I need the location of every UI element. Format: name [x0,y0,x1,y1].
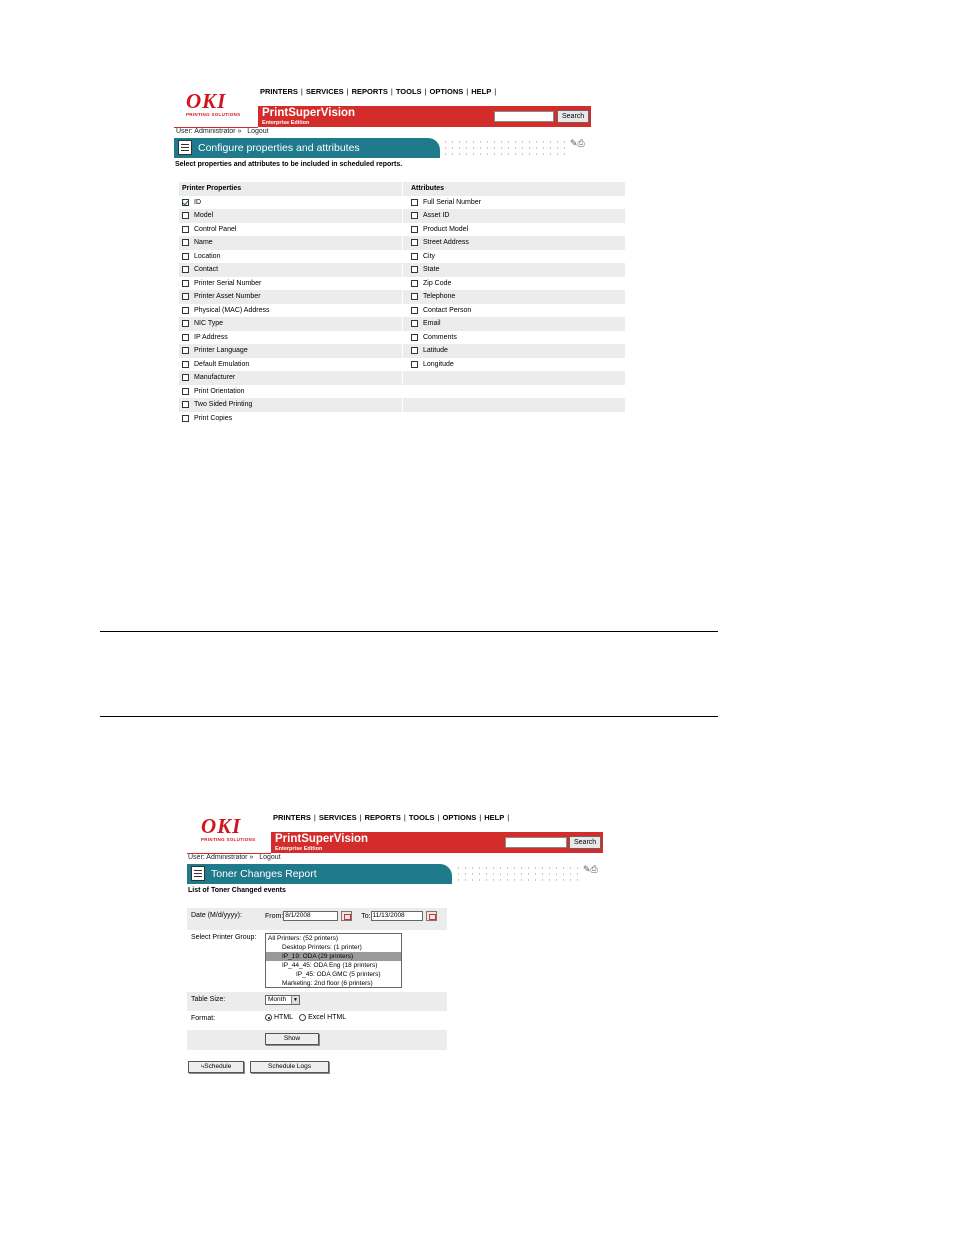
screenshot-configure-properties [174,83,626,425]
property-label: NIC Type [194,320,224,328]
property-checkbox[interactable] [182,212,189,219]
table-size-select[interactable]: Month ▼ [265,995,300,1005]
format-excel-label: Excel HTML [308,1014,347,1021]
property-option[interactable] [179,317,402,331]
property-option[interactable] [179,398,402,412]
page-title-bar [174,138,440,158]
show-row [187,1030,447,1050]
printer-group-option[interactable]: IP_19: ODA (29 printers) [266,952,401,961]
show-button[interactable]: Show [265,1033,319,1045]
schedule-logs-button[interactable]: Schedule Logs [250,1061,329,1073]
attribute-label: City [423,252,436,260]
to-date-input[interactable]: 11/13/2008 [371,911,423,921]
property-checkbox[interactable] [182,280,189,287]
to-label: To: [361,912,371,920]
table-row [179,223,625,237]
product-header-bar [271,832,603,853]
attribute-label: Comments [423,333,457,341]
format-html-radio[interactable] [265,1014,272,1021]
table-row [179,209,625,223]
column-attributes: Attributes [402,182,625,196]
table-row [179,317,625,331]
table-row [179,250,625,264]
search-input[interactable] [494,111,554,122]
attribute-checkbox[interactable] [411,212,418,219]
printer-group-row [187,930,447,992]
table-row [179,290,625,304]
attribute-option[interactable] [402,196,625,210]
property-option[interactable] [179,236,402,250]
attribute-label: Street Address [423,239,469,247]
user-name: User: Administrator » [188,854,254,861]
property-checkbox[interactable] [182,253,189,260]
page-title: Toner Changes Report [211,868,317,880]
property-checkbox[interactable] [182,239,189,246]
property-label: Default Emulation [194,360,250,368]
top-nav: PRINTERS | SERVICES | REPORTS | TOOLS | OPTIONS | HELP | [260,87,497,96]
attribute-label: State [423,266,440,274]
table-row [179,196,625,210]
property-checkbox[interactable] [182,307,189,314]
property-checkbox[interactable] [182,415,189,422]
column-printer-properties: Printer Properties [182,185,242,193]
logout-link[interactable]: Logout [259,854,281,861]
attribute-checkbox[interactable] [411,320,418,327]
attribute-label: Email [423,320,441,328]
attribute-option[interactable] [402,344,625,358]
edit-print-icons[interactable]: ✎⎙ [570,138,585,148]
search-button[interactable]: Search [557,110,589,123]
product-header-bar [258,106,591,127]
format-excel-radio[interactable] [299,1014,306,1021]
table-row [179,358,625,372]
product-name: PrintSuperVision [275,833,369,845]
table-row [179,304,625,318]
page-title-bar [187,864,452,884]
property-option[interactable] [179,304,402,318]
nav-reports[interactable]: REPORTS [351,87,388,96]
property-option[interactable] [179,250,402,264]
logout-link[interactable]: Logout [247,128,269,135]
property-checkbox[interactable] [182,293,189,300]
attribute-checkbox[interactable] [411,361,418,368]
attribute-checkbox[interactable] [411,280,418,287]
property-label: IP Address [194,333,228,341]
property-option[interactable] [179,263,402,277]
attribute-checkbox[interactable] [411,226,418,233]
property-checkbox[interactable] [182,320,189,327]
attribute-option[interactable] [402,331,625,345]
property-checkbox[interactable] [182,401,189,408]
dotted-decoration [455,865,583,883]
nav-tools[interactable]: TOOLS [395,87,422,96]
top-nav: PRINTERS | SERVICES | REPORTS | TOOLS | OPTIONS | HELP | [273,813,510,822]
table-row [179,385,625,399]
format-label: Format: [191,1015,216,1022]
attribute-option[interactable] [402,236,625,250]
page-rule-top [100,631,718,632]
table-row [179,263,625,277]
attribute-option[interactable] [402,263,625,277]
property-checkbox[interactable] [182,374,189,381]
table-row [179,398,625,412]
property-checkbox[interactable] [182,266,189,273]
attribute-label: Full Serial Number [423,198,481,206]
property-option[interactable] [179,412,402,426]
nav-services[interactable]: SERVICES [318,813,357,822]
attribute-checkbox[interactable] [411,253,418,260]
property-label: Two Sided Printing [194,401,253,409]
property-label: Contact [194,266,219,274]
page-subtitle: List of Toner Changed events [188,887,286,894]
printer-group-label: Select Printer Group: [191,934,257,941]
property-label: Manufacturer [194,374,236,382]
product-name: PrintSuperVision [262,107,356,119]
attribute-option[interactable] [402,304,625,318]
report-form [187,908,447,1050]
attribute-checkbox[interactable] [411,239,418,246]
property-option[interactable] [179,344,402,358]
table-row [179,331,625,345]
property-checkbox[interactable] [182,388,189,395]
property-option[interactable] [179,385,402,399]
table-size-label: Table Size: [191,996,226,1003]
dotted-decoration [442,139,570,157]
report-config-icon [178,140,192,155]
report-icon [191,866,205,881]
user-name: User: Administrator » [176,128,242,135]
attribute-option[interactable] [402,250,625,264]
properties-table [179,182,625,425]
nav-printers[interactable]: PRINTERS [260,87,298,96]
to-calendar-icon[interactable] [426,911,437,921]
property-checkbox[interactable] [182,199,189,206]
property-label: Physical (MAC) Address [194,306,270,314]
attribute-label: Zip Code [423,279,452,287]
schedule-button[interactable]: ⤷Schedule [188,1061,244,1073]
attribute-option[interactable] [402,358,625,372]
attribute-label: Asset ID [423,212,450,220]
search-input[interactable] [505,837,567,848]
printer-group-option[interactable]: IP_44_45: ODA Eng (18 printers) [282,962,378,969]
property-option[interactable] [179,209,402,223]
property-checkbox[interactable] [182,361,189,368]
table-header [179,182,625,196]
nav-tools[interactable]: TOOLS [408,813,435,822]
attribute-label: Latitude [423,347,448,355]
oki-logo: OKI PRINTING SOLUTIONS [201,814,256,842]
printer-group-option[interactable]: All Printers: (52 printers) [268,935,339,942]
property-label: Printer Language [194,347,248,355]
property-label: Location [194,252,221,260]
property-checkbox[interactable] [182,334,189,341]
edit-print-icons[interactable]: ✎⎙ [583,864,598,874]
from-date-input[interactable]: 8/1/2008 [283,911,338,921]
from-calendar-icon[interactable] [341,911,352,921]
attribute-checkbox[interactable] [411,266,418,273]
table-size-row [187,992,447,1011]
property-option[interactable] [179,196,402,210]
nav-help[interactable]: HELP [471,87,492,96]
attribute-option[interactable] [402,317,625,331]
property-label: Model [194,212,214,220]
screenshot-toner-report [187,810,605,1078]
printer-group-option[interactable]: Desktop Printers: (1 printer) [282,944,362,951]
date-row [187,908,447,930]
from-label: From: [265,912,284,920]
table-row [179,344,625,358]
attribute-label: Product Model [423,225,469,233]
page-subtitle: Select properties and attributes to be included in scheduled reports. [175,161,403,168]
table-row [179,371,625,385]
property-option[interactable] [179,223,402,237]
attribute-checkbox[interactable] [411,199,418,206]
printer-group-option[interactable]: IP_45: ODA GMC (5 printers) [296,971,381,978]
date-label: Date (M/d/yyyy): [191,912,242,919]
attribute-checkbox[interactable] [411,307,418,314]
nav-options[interactable]: OPTIONS [442,813,477,822]
table-row [179,236,625,250]
user-line [188,854,281,861]
property-label: Name [194,239,213,247]
attribute-checkbox[interactable] [411,293,418,300]
format-html-label: HTML [274,1014,294,1021]
attribute-checkbox[interactable] [411,347,418,354]
product-edition: Enterprise Edition [262,120,310,126]
attribute-option[interactable] [402,223,625,237]
oki-logo: OKI PRINTING SOLUTIONS [186,89,241,117]
property-label: Printer Serial Number [194,279,262,287]
page-title: Configure properties and attributes [198,142,360,154]
product-edition: Enterprise Edition [275,846,323,852]
attribute-label: Contact Person [423,306,472,314]
property-option[interactable] [179,331,402,345]
property-option[interactable] [179,290,402,304]
property-option[interactable] [179,371,402,385]
page-rule-bottom [100,716,718,717]
property-option[interactable] [179,358,402,372]
table-row [179,412,625,426]
attribute-label: Telephone [423,293,456,301]
nav-help[interactable]: HELP [484,813,505,822]
nav-printers[interactable]: PRINTERS [273,813,311,822]
table-row [179,277,625,291]
property-checkbox[interactable] [182,226,189,233]
attribute-option[interactable] [402,290,625,304]
schedule-icon: ⤷ [200,1063,205,1070]
property-option[interactable] [179,277,402,291]
printer-group-option[interactable]: Marketing: 2nd floor (6 printers) [282,980,373,987]
attribute-option[interactable] [402,277,625,291]
printer-group-listbox[interactable] [265,933,402,988]
attribute-checkbox[interactable] [411,334,418,341]
property-label: Print Orientation [194,387,245,395]
search-button[interactable]: Search [569,836,601,849]
user-line [176,128,269,135]
nav-reports[interactable]: REPORTS [364,813,401,822]
property-label: Printer Asset Number [194,293,261,301]
chevron-down-icon: ▼ [291,996,299,1004]
attribute-option[interactable] [402,209,625,223]
attribute-label: Longitude [423,360,454,368]
property-checkbox[interactable] [182,347,189,354]
nav-services[interactable]: SERVICES [305,87,344,96]
property-label: ID [194,198,201,206]
property-label: Print Copies [194,414,233,422]
property-label: Control Panel [194,225,237,233]
nav-options[interactable]: OPTIONS [429,87,464,96]
format-row [187,1011,447,1030]
